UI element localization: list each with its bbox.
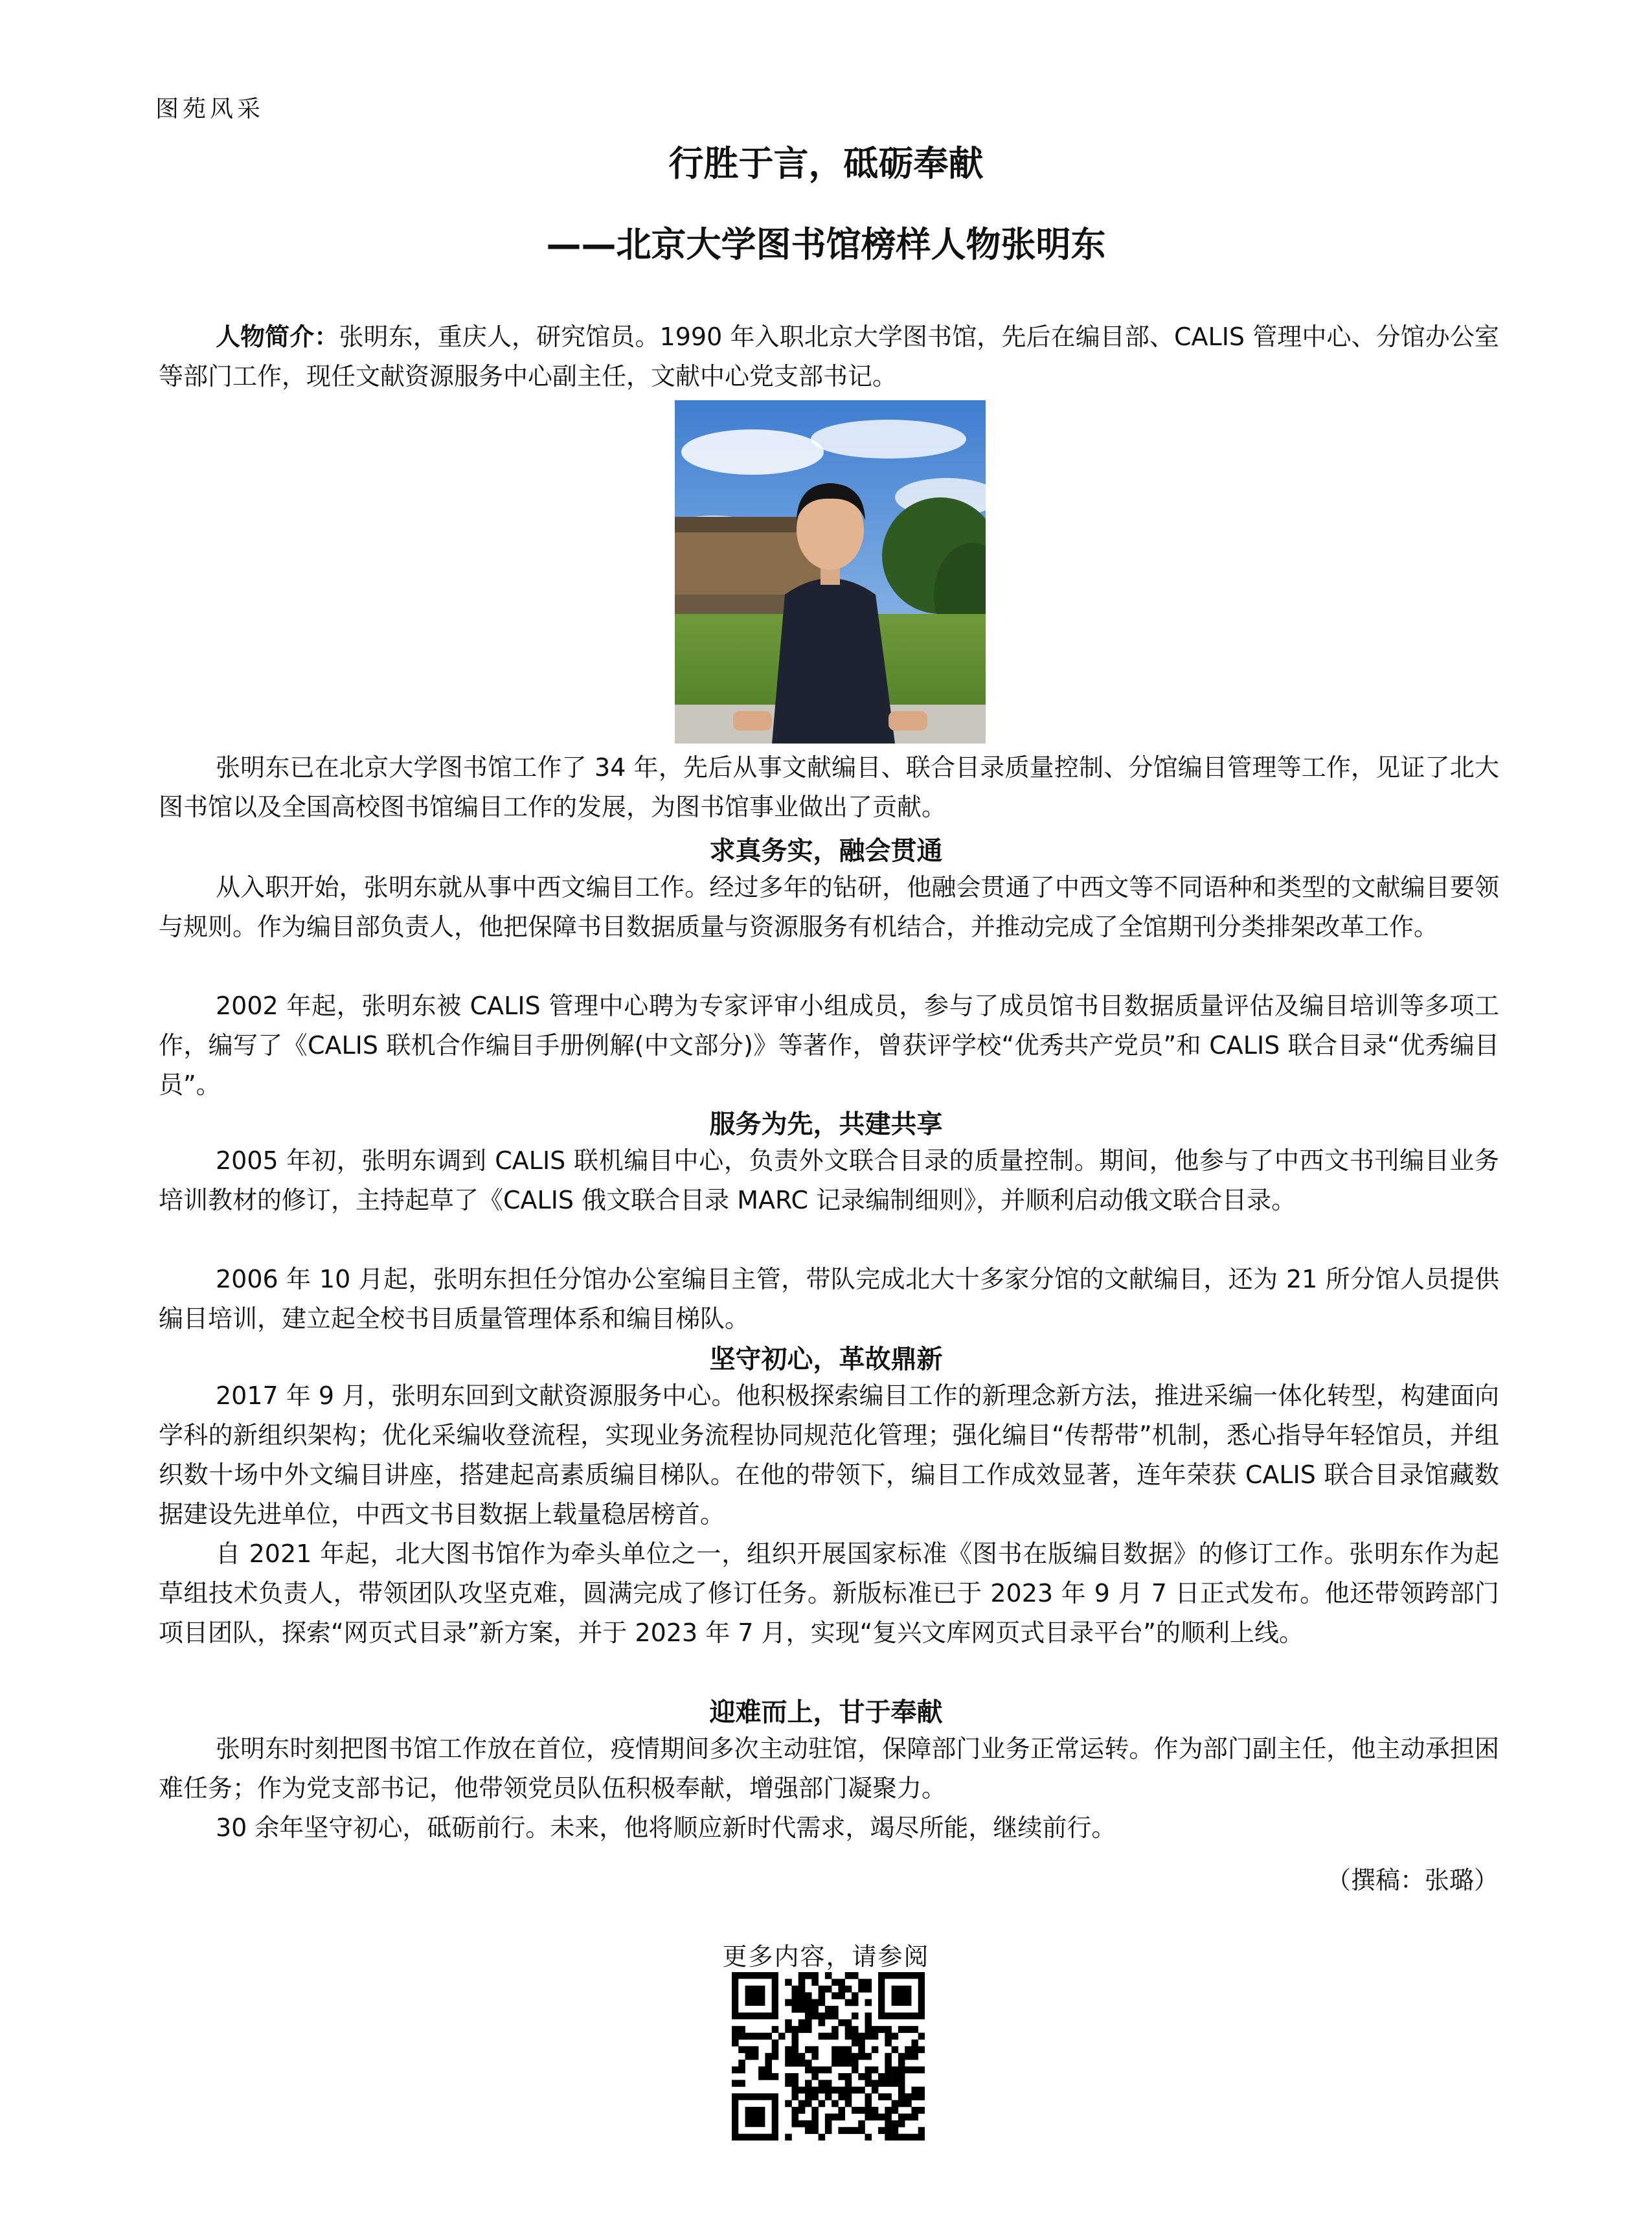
section-paragraph: 2017 年 9 月，张明东回到文献资源服务中心。他积极探索编目工作的新理念新方法，推进采编一体化转型，构建面向学科的新组织架构；优化采编收登流程，实现业务流程协同规范化管理；强化编目“传帮带”机制，悉心指导年轻馆员，并组织数十场中外文编目讲座，搭建起高素质编目梯队。在他的带领下，编目工作成效显著，连年荣获 CALIS 联合目录馆藏数据建设先进单位，中西文书目数据上载量稳居榜首。 [159,1381,1499,1528]
qr-finder-pattern [878,1972,925,2019]
section-paragraph: 张明东时刻把图书馆工作放在首位，疫情期间多次主动驻馆，保障部门业务正常运转。作为部门副主任，他主动承担困难任务；作为党支部书记，他带领党员队伍积极奉献，增强部门凝聚力。 [159,1734,1499,1802]
qr-finder-pattern [732,1972,778,2019]
qr-finder-pattern [732,2093,778,2141]
intro-label: 人物简介： [216,323,339,351]
section-paragraph: 2005 年初，张明东调到 CALIS 联机编目中心，负责外文联合目录的质量控制。期间，他参与了中西文书刊编目业务培训教材的修订，主持起草了《CALIS 俄文联合目录 MARC 记录编制细则》，并顺利启动俄文联合目录。 [159,1146,1499,1214]
intro-paragraph [159,317,1499,396]
section-paragraph: 2006 年 10 月起，张明东担任分馆办公室编目主管，带队完成北大十多家分馆的文献编目，还为 21 所分馆人员提供编目培训，建立起全校书目质量管理体系和编目梯队。 [159,1265,1499,1333]
author-credit: （撰稿：张璐） [1326,1866,1499,1894]
section-heading: 坚守初心，革故鼎新 [709,1345,943,1374]
section-paragraph: 自 2021 年起，北大图书馆作为牵头单位之一，组织开展国家标准《图书在版编目数据》的修订工作。张明东作为起草组技术负责人，带领团队攻坚克难，圆满完成了修订任务。新版标准已于 2023 年 9 月 7 日正式发布。他还带领跨部门项目团队，探索“网页式目录”新方案，并于 2023 年 7 月，实现“复兴文库网页式目录平台”的顺利上线。 [159,1539,1499,1647]
section-heading: 求真务实，融会贯通 [709,836,943,866]
portrait-photo [675,400,986,744]
column-tag: 图苑风采 [155,96,265,122]
qr-code[interactable] [732,1972,925,2141]
more-content-label: 更多内容，请参阅 [722,1942,930,1971]
summary-paragraph: 张明东已在北京大学图书馆工作了 34 年，先后从事文献编目、联合目录质量控制、分馆编目管理等工作，见证了北大图书馆以及全国高校图书馆编目工作的发展，为图书馆事业做出了贡献。 [159,753,1499,821]
article-title: 行胜于言，砥砺奉献 [668,143,984,184]
intro-text: 张明东，重庆人，研究馆员。1990 年入职北京大学图书馆，先后在编目部、CALIS 管理中心、分馆办公室等部门工作，现任文献资源服务中心副主任，文献中心党支部书记。 [159,323,1499,391]
section-paragraph: 从入职开始，张明东就从事中西文编目工作。经过多年的钻研，他融会贯通了中西文等不同语种和类型的文献编目要领与规则。作为编目部负责人，他把保障书目数据质量与资源服务有机结合，并推动完成了全馆期刊分类排架改革工作。 [159,873,1499,941]
portrait-photo-graphic [675,400,986,744]
section-paragraph: 2002 年起，张明东被 CALIS 管理中心聘为专家评审小组成员，参与了成员馆书目数据质量评估及编目培训等多项工作，编写了《CALIS 联机合作编目手册例解(中文部分)》等著作，曾获评学校“优秀共产党员”和 CALIS 联合目录“优秀编目员”。 [159,992,1499,1099]
section-heading: 服务为先，共建共享 [709,1109,943,1139]
section-paragraph: 30 余年坚守初心，砥砺前行。未来，他将顺应新时代需求，竭尽所能，继续前行。 [216,1813,1116,1842]
section-heading: 迎难而上，甘于奉献 [709,1698,943,1727]
qr-code-graphic [732,1972,925,2141]
article-subtitle: ——北京大学图书馆榜样人物张明东 [546,224,1106,265]
